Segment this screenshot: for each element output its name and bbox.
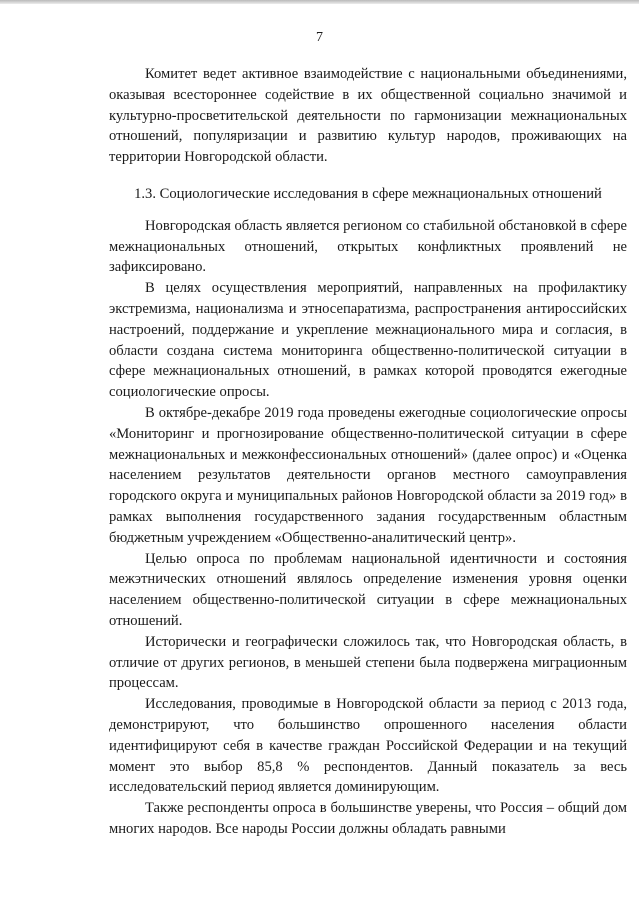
scan-top-edge xyxy=(0,0,639,4)
paragraph-committee-cooperation: Комитет ведет активное взаимодействие с национальными объединениями, оказывая всестороннее содействие в их общественной социально значимой и культурно-просветительской деятельности по гармонизации межнациональных отношений, популяризации и развитию культур народов, проживающих на территории Новгородской области. xyxy=(109,66,627,166)
section-heading: 1.3. Социологические исследования в сфере межнациональных отношений xyxy=(134,185,602,202)
paragraph-surveys-2019: В октябре-декабре 2019 года проведены ежегодные социологические опросы «Мониторинг и прогнозирование общественно-политической ситуации в сфере межнациональных и межконфессиональных отношений» (далее опрос) и «Оценка населением результатов деятельности органов местного самоуправления городского округа и муниципальных районов Новгородской области за 2019 год» в рамках выполнения государственного задания государственным областным бюджетным учреждением «Общественно-аналитический центр». xyxy=(109,404,627,546)
paragraph-monitoring-system: В целях осуществления мероприятий, направленных на профилактику экстремизма, национализма и этносепаратизма, распространения антироссийских настроений, поддержание и укрепление межнационального мира и согласия, в области создана система мониторинга общественно-политической ситуации в сфере межнациональных отношений, в рамках которой проводятся ежегодные социологические опросы. xyxy=(109,280,627,401)
paragraph-survey-goal: Целью опроса по проблемам национальной идентичности и состояния межэтнических отношений являлось определение изменения уровня оценки населением общественно-политической ситуации в сфере межнациональных отношений. xyxy=(109,550,627,629)
paragraph-common-home: Также респонденты опроса в большинстве уверены, что Россия – общий дом многих народов. Все народы России должны обладать равными xyxy=(109,800,627,837)
paragraph-identity-results: Исследования, проводимые в Новгородской области за период с 2013 года, демонстрируют, что большинство опрошенного населения области идентифицируют себя в качестве граждан Российской Федерации и на текущий момент это выбор 85,8 % респондентов. Данный показатель за весь исследовательский период является доминирующим. xyxy=(109,696,627,796)
paragraph-region-stability: Новгородская область является регионом со стабильной обстановкой в сфере межнациональных отношений, открытых конфликтных проявлений не зафиксировано. xyxy=(109,217,627,276)
paragraph-migration: Исторически и географически сложилось так, что Новгородская область, в отличие от других регионов, в меньшей степени была подвержена миграционным процессам. xyxy=(109,633,627,692)
document-body xyxy=(109,64,627,840)
page-number: 7 xyxy=(316,30,323,45)
